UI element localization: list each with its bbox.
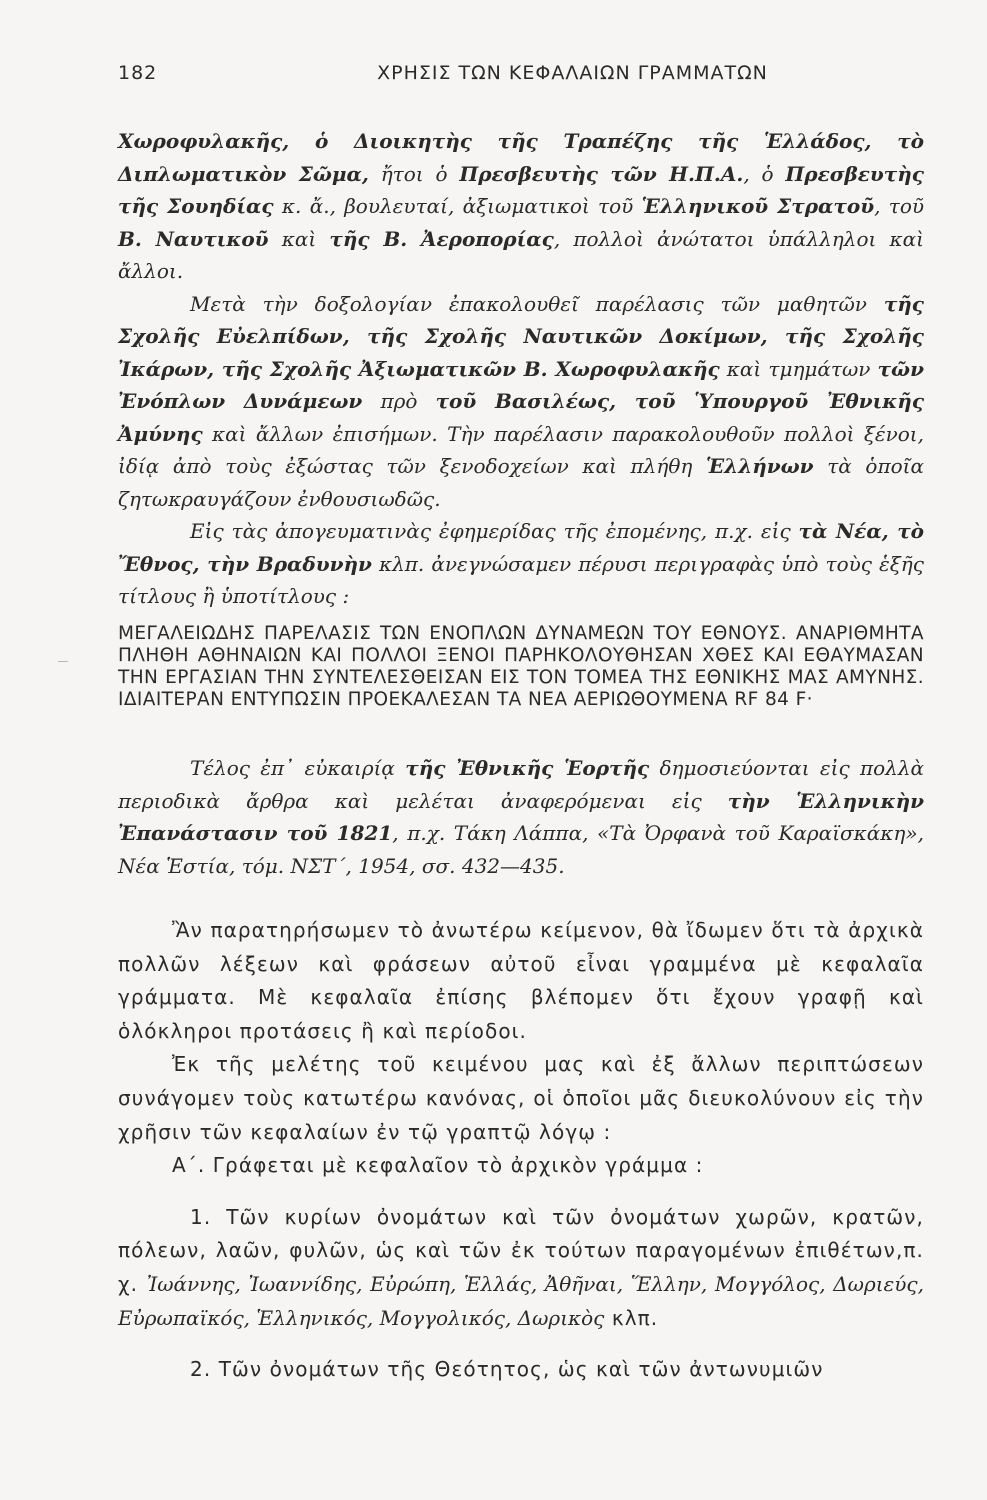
bold-phrase: τοῦ Βασιλέως, τοῦ Ὑπουργοῦ Ἐθνικῆς Ἀμύνης bbox=[118, 389, 924, 446]
text-run: ἤτοι ὁ bbox=[368, 161, 460, 186]
newspaper-headline-quote: ΜΕΓΑΛΕΙΩΔΗΣ ΠΑΡΕΛΑΣΙΣ ΤΩΝ ΕΝΟΠΛΩΝ ΔΥΝΑΜΕΩΝ ΤΟΥ ΕΘΝΟΥΣ. ΑΝΑΡΙΘΜΗΤΑ ΠΛΗΘΗ ΑΘΗΝΑΙΩΝ ΚΑΙ ΠΟΛΛΟΙ ΞΕΝΟΙ ΠΑΡΗΚΟΛΟΥΘΗΣΑΝ ΧΘΕΣ ΚΑΙ ΕΘΑΥΜΑΣΑΝ ΤΗΝ ΕΡΓΑΣΙΑΝ ΤΗΝ ΣΥΝΤΕΛΕΣΘΕΙΣΑΝ ΕΙΣ ΤΟΝ ΤΟΜΕΑ ΤΗΣ ΕΘΝΙΚΗΣ ΜΑΣ ΑΜΥΝΗΣ. ΙΔΙΑΙΤΕΡΑΝ ΕΝΤΥΠΩΣΙΝ ΠΡΟΕΚΑΛΕΣΑΝ ΤΑ ΝΕΑ ΑΕΡΙΩΘΟΥΜΕΝΑ RF 84 F· bbox=[118, 623, 924, 710]
bold-phrase: τὰ Νέα, τὸ Ἔθνος, τὴν Βραδυνὴν bbox=[118, 519, 924, 576]
text-run: Μετὰ τὴν δοξολογίαν ἐπακολουθεῖ παρέλασις τῶν μαθητῶν bbox=[190, 291, 884, 316]
paragraph-observation: Ἂν παρατηρήσωμεν τὸ ἀνωτέρω κείμενον, θὰ ἴδωμεν ὅτι τὰ ἀρχικὰ πολλῶν λέξεων καὶ φράσεων αὐτοῦ εἶναι γραμμένα μὲ κεφαλαῖα γράμματα. Μὲ κεφαλαῖα ἐπίσης βλέπομεν ὅτι ἔχουν γραφῇ καὶ ὁλόκληροι προτάσεις ἢ καὶ περίοδοι. bbox=[118, 918, 924, 1043]
running-title: ΧΡΗΣΙΣ ΤΩΝ ΚΕΦΑΛΑΙΩΝ ΓΡΑΜΜΑΤΩΝ bbox=[377, 62, 768, 84]
bold-phrase: τῆς Ἐθνικῆς Ἑορτῆς bbox=[405, 756, 650, 780]
text-run: , ὁ bbox=[743, 161, 786, 186]
rule-item-2: 2. Τῶν ὀνομάτων τῆς Θεότητος, ὡς καὶ τῶν ἀντωνυμιῶν bbox=[190, 1357, 824, 1382]
bold-phrase: Ἑλληνικοῦ Στρατοῦ bbox=[641, 194, 875, 218]
text-run: , τοῦ bbox=[874, 194, 925, 218]
text-run: Εἰς τὰς ἀπογευματινὰς ἐφημερίδας τῆς ἐπομένης, π.χ. εἰς bbox=[190, 519, 799, 543]
text-run: κλπ. ἀνεγνώσαμεν πέρυσι περιγραφὰς ὑπὸ τοὺς ἑξῆς τίτλους ἢ ὑποτίτλους : bbox=[118, 551, 924, 608]
bold-phrase: Πρεσβευτὴς τῆς Σουηδίας bbox=[118, 161, 924, 218]
page-number: 182 bbox=[118, 62, 158, 84]
paragraph-periodicals bbox=[118, 752, 924, 882]
example-words: Ἰωάννης, Ἰωαννίδης, Εὐρώπη, Ἑλλάς, Ἀθῆναι, Ἕλλην, Μογγόλος, Δωριεύς, Εὐρωπαϊκός, Ἑλληνικός, Μογγολικός, Δωρικὸς bbox=[118, 1271, 924, 1330]
margin-mark bbox=[58, 661, 68, 662]
bold-phrase: Ἑλλήνων bbox=[706, 454, 814, 478]
text-run: πρὸ bbox=[362, 389, 436, 413]
text-run: κ. ἄ., βουλευταί, ἀξιωματικοὶ τοῦ bbox=[273, 194, 642, 218]
main-text bbox=[118, 914, 924, 1387]
bold-phrase: τὴν Ἑλληνικὴν Ἐπανάστασιν τοῦ 1821 bbox=[118, 788, 925, 845]
text-run: καὶ ἄλλων ἐπισήμων. Τὴν παρέλασιν παρακολουθοῦν πολλοὶ ξένοι, ἰδίᾳ ἀπὸ τοὺς ἐξώστας τῶν ξενοδοχείων καὶ πλήθη bbox=[118, 421, 924, 478]
text-run: , π.χ. Τάκη Λάππα, «Τὰ Ὀρφανὰ τοῦ Καραϊσκάκη», Νέα Ἑστία, τόμ. ΝΣΤ΄, 1954, σσ. 432—435. bbox=[118, 821, 924, 878]
text-run: κλπ. bbox=[604, 1305, 659, 1330]
bold-phrase: τῆς Σχολῆς Εὐελπίδων, τῆς Σχολῆς Ναυτικῶν Δοκίμων, τῆς Σχολῆς Ἰκάρων, τῆς Σχολῆς Ἀξιωματικῶν Β. Χωροφυλακῆς bbox=[118, 291, 924, 381]
text-run: καὶ τμημάτων bbox=[719, 356, 878, 381]
paragraph-parade bbox=[118, 288, 924, 516]
bold-phrase: Πρεσβευτὴς τῶν Η.Π.Α. bbox=[459, 161, 744, 186]
text-run: 1. Τῶν κυρίων ὀνομάτων καὶ τῶν ὀνομάτων χωρῶν, κρατῶν, πόλεων, λαῶν, φυλῶν, ὡς καὶ τῶν ἐκ τούτων παραγομένων ἐπιθέτων,π. χ. bbox=[118, 1204, 924, 1296]
rule-item-1 bbox=[118, 1201, 924, 1335]
rule-heading-a: Α΄. Γράφεται μὲ κεφαλαῖον τὸ ἀρχικὸν γράμμα : bbox=[172, 1153, 704, 1178]
text-run: τὰ ὁποῖα ζητωκραυγάζουν ἐνθουσιωδῶς. bbox=[118, 454, 924, 511]
paragraph-newspapers bbox=[118, 515, 924, 613]
bold-phrase: τῶν Ἐνόπλων Δυνάμεων bbox=[118, 356, 924, 413]
text-run: δημοσιεύονται εἰς πολλὰ περιοδικὰ ἄρθρα καὶ μελέται ἀναφερόμεναι εἰς bbox=[118, 756, 924, 813]
text-run: καὶ bbox=[268, 226, 330, 251]
bold-phrase: Β. Ναυτικοῦ bbox=[118, 226, 269, 251]
paragraph-guests bbox=[118, 125, 924, 613]
text-run: , πολλοὶ ἀνώτατοι ὑπάλληλοι καὶ ἄλλοι. bbox=[118, 226, 924, 283]
page-header bbox=[118, 62, 917, 92]
paragraph-rules-intro: Ἐκ τῆς μελέτης τοῦ κειμένου μας καὶ ἐξ ἄλλων περιπτώσεων συνάγομεν τοὺς κατωτέρω κανόνας, οἱ ὁποῖοι μᾶς διευκολύνουν εἰς τὴν χρῆσιν τῶν κεφαλαίων ἐν τῷ γραπτῷ λόγῳ : bbox=[118, 1052, 924, 1144]
bold-phrase: Χωροφυλακῆς, ὁ Διοικητὴς τῆς Τραπέζης τῆς Ἑλλάδος, τὸ Διπλωματικὸν Σῶμα, bbox=[118, 129, 924, 186]
text-run: Τέλος ἐπ᾿ εὐκαιρίᾳ bbox=[190, 756, 406, 780]
bold-phrase: τῆς Β. Ἀεροπορίας bbox=[329, 226, 554, 251]
